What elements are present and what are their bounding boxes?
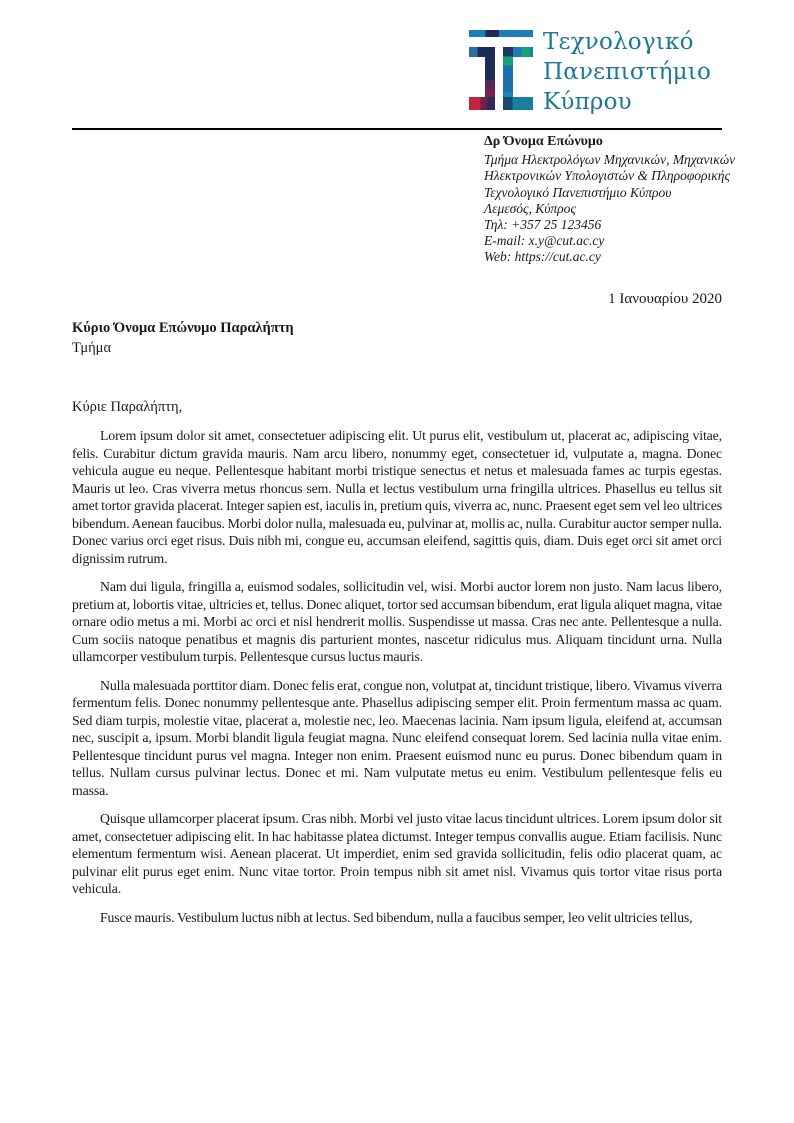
recipient-block — [72, 318, 294, 358]
sender-web-line: Web: https://cut.ac.cy — [484, 249, 601, 265]
body-paragraph: Fusce mauris. Vestibulum luctus nibh at lectus. Sed bibendum, nulla a faucibus semper, leo velit ultricies tellus, — [100, 909, 693, 925]
body-paragraph: Nulla malesuada porttitor diam. Donec felis erat, congue non, volutpat at, tincidunt tristique, libero. Vivamus viverra fermentum felis. Donec nonummy pellentesque ante. Phasellus adipiscing semper elit. Proin fermentum massa ac quam. Sed diam turpis, molestie vitae, placerat a, molestie nec, leo. Maecenas lacinia. Nam ipsum ligula, eleifend at, accumsan nec, suscipit a, ipsum. Morbi blandit ligula feugiat magna. Nunc eleifend consequat lorem. Sed lacinia nulla vitae enim. Pellentesque tincidunt purus vel magna. Integer non enim. Praesent euismod nunc eu purus. Donec bibendum quam in tellus. Nullam cursus pulvinar lectus. Donec et mi. Nam vulputate metus eu enim. Vestibulum pellentesque felis eu massa. — [72, 677, 722, 798]
letter-body — [72, 427, 722, 937]
sender-block — [484, 134, 735, 266]
sender-phone-line: Τηλ: +357 25 123456 — [484, 217, 602, 233]
university-name — [543, 27, 711, 117]
sender-name: Δρ Όνομα Επώνυμο — [484, 134, 603, 149]
body-paragraph: Quisque ullamcorper placerat ipsum. Cras nibh. Morbi vel justo vitae lacus tincidunt ultrices. Lorem ipsum dolor sit amet, consectetuer adipiscing elit. In hac habitasse platea dictumst. Integer tempus convallis augue. Etiam facilisis. Nunc elementum fermentum wisi. Aenean placerat. Ut imperdiet, enim sed gravida sollicitudin, felis odio placerat quam, ac pulvinar elit purus eget enim. Nunc vitae tortor. Proin tempus nibh sit amet nisl. Vivamus quis tortor vitae risus porta vehicula. — [72, 811, 722, 896]
body-paragraph: Lorem ipsum dolor sit amet, consectetuer adipiscing elit. Ut purus elit, vestibulum ut, placerat ac, adipiscing vitae, felis. Curabitur dictum gravida mauris. Nam arcu libero, nonummy eget, consectetuer id, vulputate a, magna. Donec vehicula augue eu neque. Pellentesque habitant morbi tristique senectus et netus et malesuada fames ac turpis egestas. Mauris ut leo. Cras viverra metus rhoncus sem. Nulla et lectus vestibulum urna fringilla ultrices. Phasellus eu tellus sit amet tortor gravida placerat. Integer sapien est, iaculis in, pretium quis, viverra ac, nunc. Praesent eget sem vel leo ultrices bibendum. Aenean faucibus. Morbi dolor nulla, malesuada eu, pulvinar at, mollis ac, nulla. Curabitur auctor semper nulla. Donec varius orci eget risus. Duis nibh mi, congue eu, accumsan eleifend, sagittis quis, diam. Duis eget orci sit amet orci dignissim rutrum. — [72, 428, 722, 566]
university-name-line: Κύπρου — [543, 89, 632, 115]
letter-date: 1 Ιανουαρίου 2020 — [608, 291, 722, 307]
sender-department-line: Τμήμα Ηλεκτρολόγων Μηχανικών, Μηχανικών — [484, 152, 736, 168]
university-name-line: Πανεπιστήμιο — [543, 59, 712, 85]
header-rule — [72, 128, 722, 130]
recipient-name: Κύριο Όνομα Επώνυμο Παραλήπτη — [72, 320, 294, 336]
sender-location-line: Λεμεσός, Κύπρος — [484, 200, 576, 216]
sender-department-line: Ηλεκτρονικών Υπολογιστών & Πληροφορικής — [484, 168, 730, 184]
sender-university-line: Τεχνολογικό Πανεπιστήμιο Κύπρου — [484, 184, 672, 200]
recipient-department: Τμήμα — [72, 340, 112, 356]
letterhead — [465, 30, 711, 117]
sender-email-line: E-mail: x.y@cut.ac.cy — [484, 233, 605, 249]
cut-logo-icon — [465, 30, 533, 110]
salutation: Κύριε Παραλήπτη, — [72, 399, 183, 415]
body-paragraph: Nam dui ligula, fringilla a, euismod sodales, sollicitudin vel, wisi. Morbi auctor lorem non justo. Nam lacus libero, pretium at, lobortis vitae, ultricies et, tellus. Donec aliquet, tortor sed accumsan bibendum, erat ligula aliquet magna, vitae ornare odio metus a mi. Morbi ac orci et nisl hendrerit mollis. Suspendisse ut massa. Cras nec ante. Pellentesque a nulla. Cum sociis natoque penatibus et magnis dis parturient montes, nascetur ridiculus mus. Aliquam tincidunt urna. Nulla ullamcorper vestibulum turpis. Pellentesque cursus luctus mauris. — [72, 579, 722, 664]
university-name-line: Τεχνολογικό — [543, 29, 694, 55]
